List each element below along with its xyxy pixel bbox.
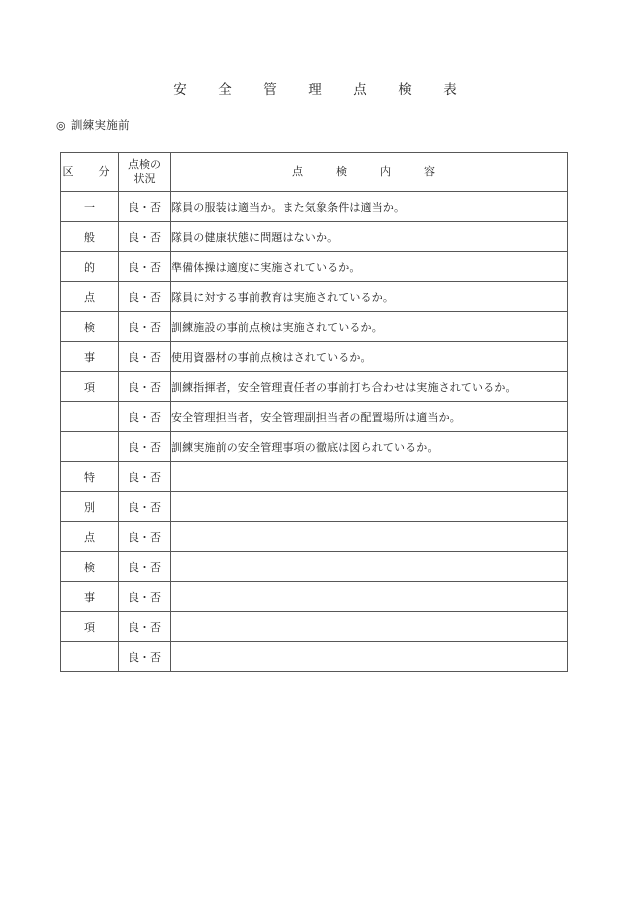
category-cell: 点 <box>61 522 119 552</box>
status-cell-good-or-bad[interactable]: 良・否 <box>119 372 171 402</box>
table-row <box>61 462 568 492</box>
status-cell-good-or-bad[interactable]: 良・否 <box>119 282 171 312</box>
check-item-cell[interactable] <box>171 552 568 582</box>
category-cell: 検 <box>61 312 119 342</box>
check-item-cell: 隊員の服装は適当か。また気象条件は適当か。 <box>171 192 568 222</box>
status-cell-good-or-bad[interactable]: 良・否 <box>119 222 171 252</box>
header-cell-content <box>171 153 568 192</box>
status-cell-good-or-bad[interactable]: 良・否 <box>119 642 171 672</box>
status-cell-good-or-bad[interactable]: 良・否 <box>119 552 171 582</box>
check-item-cell: 安全管理担当者，安全管理副担当者の配置場所は適当か。 <box>171 402 568 432</box>
check-item-cell[interactable] <box>171 642 568 672</box>
check-item-cell[interactable] <box>171 492 568 522</box>
category-cell: 事 <box>61 342 119 372</box>
section-heading <box>56 117 130 133</box>
table-row <box>61 312 568 342</box>
table-row <box>61 432 568 462</box>
table-row <box>61 492 568 522</box>
table-row <box>61 282 568 312</box>
category-cell: 項 <box>61 612 119 642</box>
header-cell-status <box>119 153 171 192</box>
table-row <box>61 252 568 282</box>
category-cell: 般 <box>61 222 119 252</box>
header-label-kubun: 区 分 <box>62 165 117 179</box>
status-cell-good-or-bad[interactable]: 良・否 <box>119 582 171 612</box>
check-item-cell: 訓練施設の事前点検は実施されているか。 <box>171 312 568 342</box>
page-title: 安 全 管 理 点 検 表 <box>173 82 466 98</box>
status-cell-good-or-bad[interactable]: 良・否 <box>119 492 171 522</box>
status-cell-good-or-bad[interactable]: 良・否 <box>119 342 171 372</box>
status-cell-good-or-bad[interactable]: 良・否 <box>119 192 171 222</box>
status-cell-good-or-bad[interactable]: 良・否 <box>119 432 171 462</box>
category-cell: 別 <box>61 492 119 522</box>
status-cell-good-or-bad[interactable]: 良・否 <box>119 252 171 282</box>
checksheet-table-wrapper <box>60 152 567 672</box>
table-body <box>61 153 568 672</box>
category-cell: 事 <box>61 582 119 612</box>
table-header-row <box>61 153 568 192</box>
check-item-cell[interactable] <box>171 612 568 642</box>
table-row <box>61 342 568 372</box>
category-cell: 一 <box>61 192 119 222</box>
category-cell <box>61 432 119 462</box>
header-label-content: 点 検 内 容 <box>292 165 446 179</box>
table-row <box>61 222 568 252</box>
check-item-cell[interactable] <box>171 522 568 552</box>
header-cell-kubun <box>61 153 119 192</box>
check-item-cell: 訓練指揮者，安全管理責任者の事前打ち合わせは実施されているか。 <box>171 372 568 402</box>
status-cell-good-or-bad[interactable]: 良・否 <box>119 462 171 492</box>
category-cell: 的 <box>61 252 119 282</box>
status-cell-good-or-bad[interactable]: 良・否 <box>119 522 171 552</box>
check-item-cell: 準備体操は適度に実施されているか。 <box>171 252 568 282</box>
category-cell: 検 <box>61 552 119 582</box>
check-item-cell: 使用資器材の事前点検はされているか。 <box>171 342 568 372</box>
table-row <box>61 582 568 612</box>
table-row <box>61 192 568 222</box>
status-cell-good-or-bad[interactable]: 良・否 <box>119 312 171 342</box>
category-cell: 項 <box>61 372 119 402</box>
check-item-cell[interactable] <box>171 582 568 612</box>
check-item-cell: 隊員の健康状態に問題はないか。 <box>171 222 568 252</box>
status-cell-good-or-bad[interactable]: 良・否 <box>119 612 171 642</box>
header-label-status-line2: 状況 <box>133 172 156 185</box>
table-row <box>61 402 568 432</box>
safety-check-table <box>60 152 568 672</box>
category-cell <box>61 402 119 432</box>
category-cell: 点 <box>61 282 119 312</box>
table-row <box>61 552 568 582</box>
status-cell-good-or-bad[interactable]: 良・否 <box>119 402 171 432</box>
category-cell: 特 <box>61 462 119 492</box>
table-row <box>61 642 568 672</box>
table-row <box>61 372 568 402</box>
double-circle-icon: ◎ <box>56 119 66 132</box>
category-cell <box>61 642 119 672</box>
check-item-cell[interactable] <box>171 462 568 492</box>
table-row <box>61 612 568 642</box>
check-item-cell: 隊員に対する事前教育は実施されているか。 <box>171 282 568 312</box>
table-row <box>61 522 568 552</box>
section-heading-label: 訓練実施前 <box>70 118 130 132</box>
header-label-status-line1: 点検の <box>128 158 161 172</box>
check-item-cell: 訓練実施前の安全管理事項の徹底は図られているか。 <box>171 432 568 462</box>
